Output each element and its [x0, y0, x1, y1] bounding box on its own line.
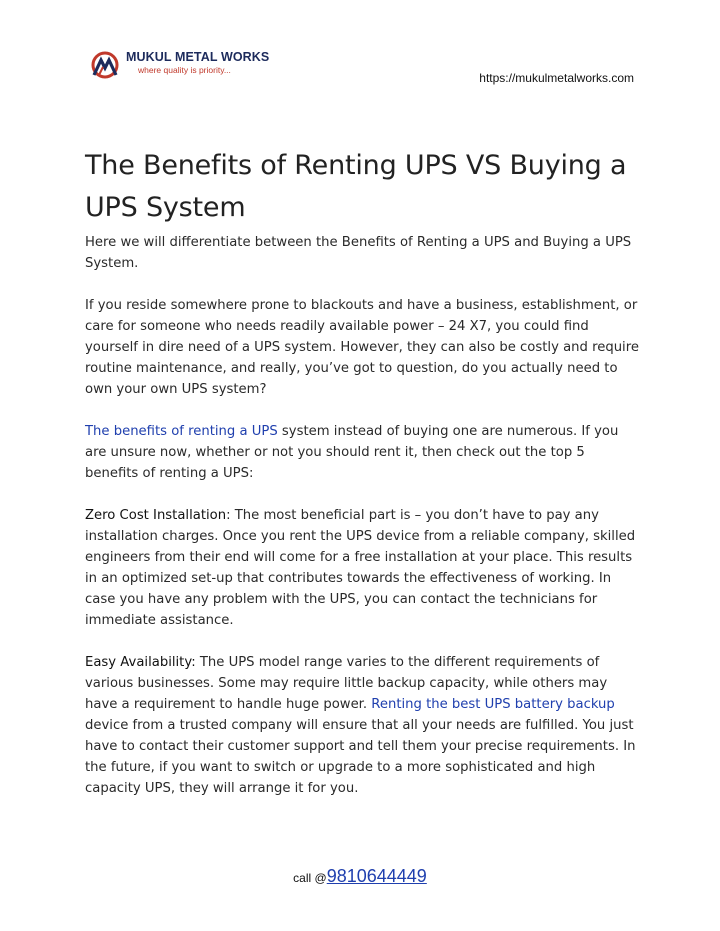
- company-logo: [90, 48, 290, 82]
- call-label: call @: [293, 871, 327, 885]
- paragraph-benefits: [85, 421, 640, 484]
- article-body: [85, 145, 640, 799]
- paragraph-easy-availability: [85, 652, 640, 799]
- ups-battery-backup-link[interactable]: Renting the best UPS battery backup: [371, 697, 615, 712]
- renting-ups-benefits-link[interactable]: The benefits of renting a UPS: [85, 424, 278, 439]
- intro-paragraph: Here we will differentiate between the Benefits of Renting a UPS and Buying a UPS System.: [85, 235, 632, 271]
- footer-contact: [0, 866, 720, 887]
- paragraph-zero-cost-installation: [85, 505, 640, 631]
- mmw-logo-icon: [90, 48, 124, 82]
- logo-company-name: MUKUL METAL WORKS: [126, 50, 270, 64]
- easy-availability-text-1: The UPS model range varies to the different requirements of various businesses. Some may require little backup capacity, while others may have a requirement to handle huge power.: [85, 655, 608, 712]
- zero-cost-installation-text: : The most beneficial part is – you don’t have to pay any installation charges. Once you rent the UPS device from a reliable company, skilled engineers from their end will come for a free installation at your place. This results in an optimized set-up that contributes towards the effectiveness of working. In case you have any problem with the UPS, you can contact the technicians for immediate assistance.: [85, 508, 636, 628]
- article-title: The Benefits of Renting UPS VS Buying a UPS System: [85, 150, 627, 223]
- paragraph-benefits-text: system instead of buying one are numerous. If you are unsure now, whether or not you should rent it, then check out the top 5 benefits of renting a UPS:: [85, 424, 619, 481]
- phone-number-link[interactable]: 9810644449: [326, 866, 427, 886]
- zero-cost-installation-term: Zero Cost Installation: [85, 508, 227, 523]
- paragraph-blackouts: If you reside somewhere prone to blackouts and have a business, establishment, or care for someone who needs readily available power – 24 X7, you could find yourself in dire need of a UPS system. However, they can also be costly and require routine maintenance, and really, you’ve got to question, do you actually need to own your own UPS system?: [85, 298, 639, 397]
- easy-availability-term: Easy Availability:: [85, 655, 196, 670]
- easy-availability-text-2: device from a trusted company will ensure that all your needs are fulfilled. You just have to contact their customer support and tell them your precise requirements. In the future, if you want to switch or upgrade to a more sophisticated and high capacity UPS, they will arrange it for you.: [85, 718, 636, 796]
- logo-tagline: where quality is priority...: [138, 65, 231, 75]
- website-link[interactable]: https://mukulmetalworks.com: [479, 71, 634, 85]
